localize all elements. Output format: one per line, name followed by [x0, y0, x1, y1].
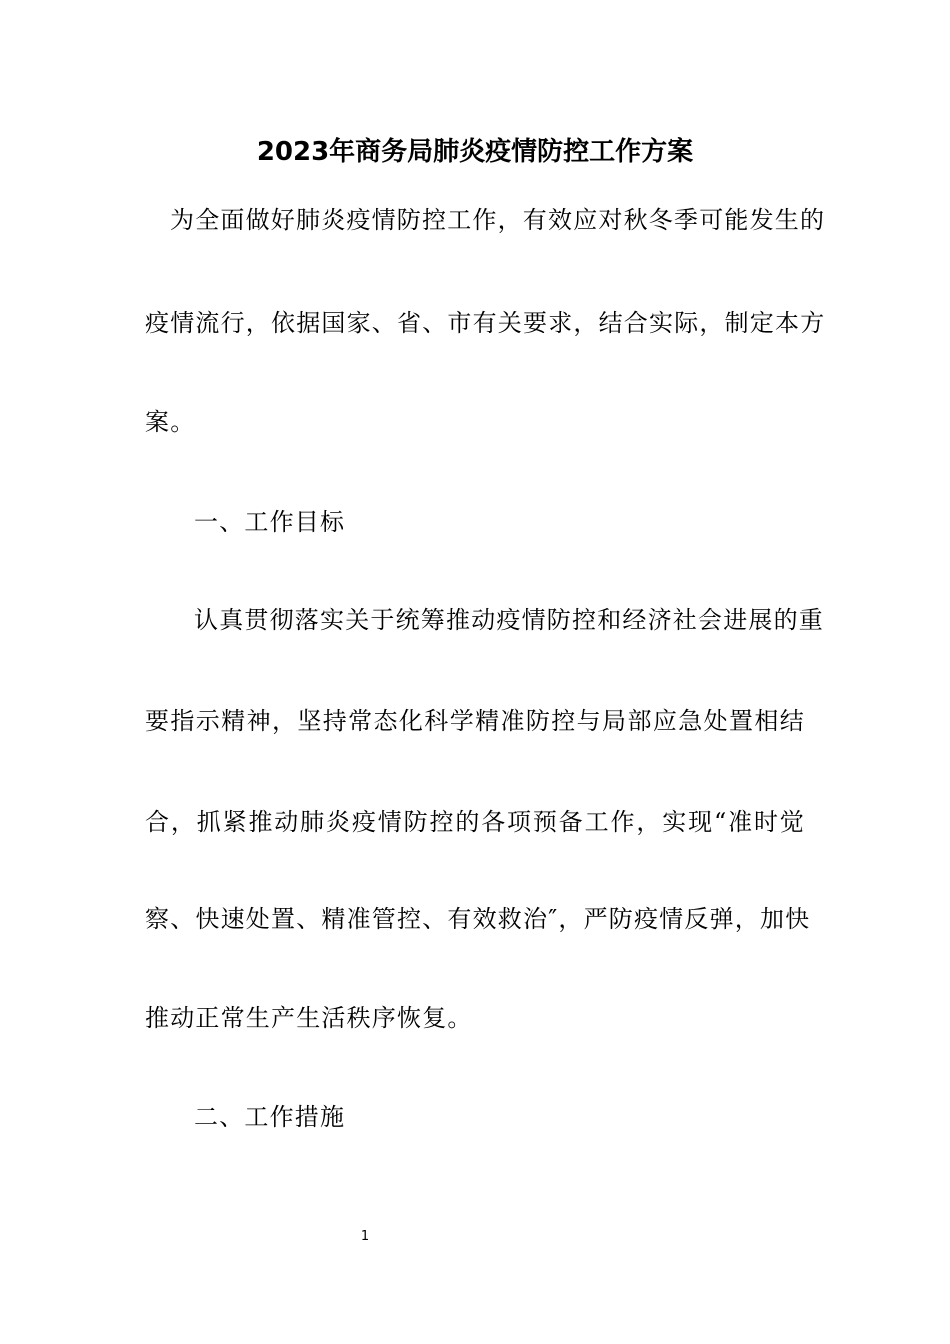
goals-line-4: 察、快速处置、精准管控、有效救治″，严防疫情反弹，加快: [145, 905, 811, 933]
intro-line-1: 为全面做好肺炎疫情防控工作，有效应对秋冬季可能发生的: [170, 206, 826, 234]
section-heading-goals: 一、工作目标: [194, 508, 346, 536]
goals-line-5: 推动正常生产生活秩序恢复。: [145, 1004, 473, 1032]
document-title: 2023年商务局肺炎疫情防控工作方案: [256, 137, 694, 167]
goals-line-1: 认真贯彻落实关于统筹推动疫情防控和经济社会进展的重: [194, 606, 824, 634]
section-heading-measures: 二、工作措施: [194, 1103, 346, 1131]
goals-line-3: 合，抓紧推动肺炎疫情防控的各项预备工作，实现“准时觉: [145, 808, 805, 836]
intro-line-3: 案。: [145, 408, 196, 436]
intro-line-2: 疫情流行，依据国家、省、市有关要求，结合实际，制定本方: [145, 309, 826, 337]
page-number: 1: [360, 1229, 370, 1244]
goals-line-2: 要指示精神，坚持常态化科学精准防控与局部应急处置相结: [145, 707, 805, 735]
